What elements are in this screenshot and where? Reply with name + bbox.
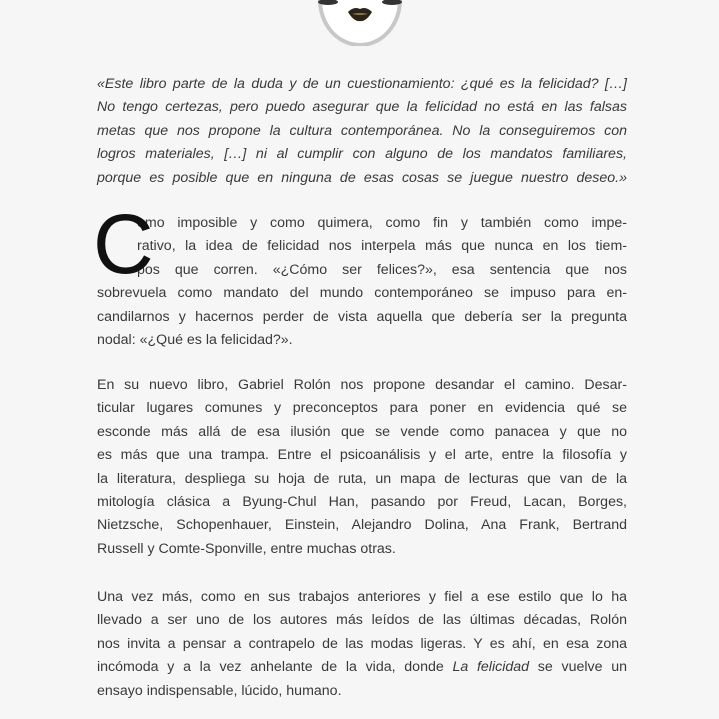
quote-line: «Este libro parte de la duda y de un cuestionamiento: ¿qué es la felicidad? […]	[97, 76, 627, 92]
book-quote	[97, 73, 627, 190]
quote-line: No tengo certezas, pero puedo asegurar que la felicidad no está en las falsas	[97, 99, 627, 116]
text-line: sobrevuela como mandato del mundo contemporáneo se impuso para en-	[97, 285, 627, 302]
text-line: Nietzsche, Schopenhauer, Einstein, Alejandro Dolina, Ana Frank, Bertrand	[97, 517, 627, 534]
quote-line: porque es posible que en ninguna de esas cosas se juegue nuestro deseo.»	[97, 169, 627, 186]
text-line: rativo, la idea de felicidad nos interpela más que nunca en los tiem-	[137, 238, 627, 255]
text-line: ticular lugares comunes y preconceptos para poner en evidencia qué se	[97, 400, 627, 417]
text-line: omo imposible y como quimera, como fin y también como impe-	[137, 215, 627, 231]
text-line: pos que corren. «¿Cómo ser felices?», esa sentencia que nos	[137, 261, 627, 278]
paragraph-description	[97, 374, 627, 561]
text-line: ensayo indispensable, lúcido, humano.	[97, 682, 342, 699]
quote-line: logros materiales, […] ni al cumplir con alguno de los mandatos familiares,	[97, 146, 627, 163]
text-line	[97, 656, 627, 679]
paragraph-intro	[93, 197, 627, 352]
text-segment: incómoda y a la vez anhelante de la vida, donde	[97, 659, 453, 676]
text-line: En su nuevo libro, Gabriel Rolón nos propone desandar el camino. Desar-	[97, 377, 627, 393]
text-line: es más que una trampa. Entre el psicoanálisis y el arte, entre la filosofía y	[97, 447, 627, 464]
text-line: Una vez más, como en sus trabajos anteriores y fiel a ese estilo que lo ha	[97, 589, 627, 605]
text-line: la literatura, despliega su hoja de ruta, un mapa de lecturas que van de la	[97, 470, 627, 487]
book-title: La felicidad	[452, 659, 530, 676]
text-line: llevado a ser uno de los autores más leídos de las últimas décadas, Rolón	[97, 612, 627, 629]
text-line: Russell y Comte-Sponville, entre muchas otras.	[97, 540, 396, 557]
text-line: nodal: «¿Qué es la felicidad?».	[97, 331, 293, 348]
text-line: mitología clásica a Byung-Chul Han, pasando por Freud, Lacan, Borges,	[97, 493, 627, 510]
text-segment: se vuelve un	[529, 659, 627, 676]
quote-line: metas que nos propone la cultura contemporánea. No la conseguiremos con	[97, 122, 627, 139]
drop-cap: C	[93, 197, 154, 291]
face-illustration	[310, 0, 410, 46]
text-line: candilarnos y hacernos perder de vista aquella que debería ser la pregunta	[97, 308, 627, 325]
paragraph-closing	[97, 586, 627, 703]
text-line: esconde más allá de esa ilusión que se vende como panacea y que no	[97, 423, 627, 440]
text-line: nos invita a pensar a contrapelo de las modas ligeras. Y es ahí, en esa zona	[97, 635, 627, 652]
